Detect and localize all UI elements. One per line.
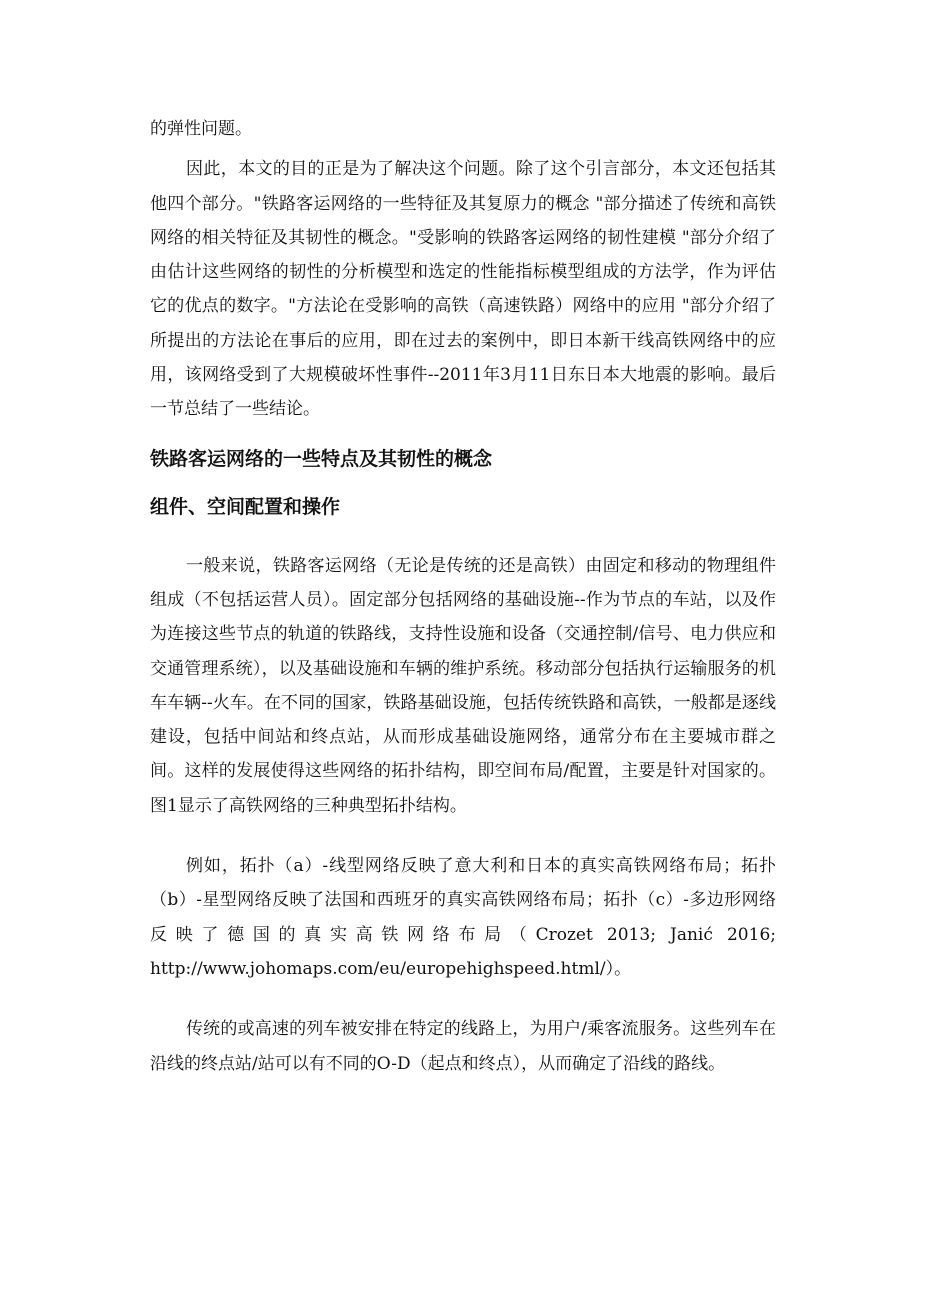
subsection-heading: 组件、空间配置和操作: [150, 495, 341, 518]
body-paragraph-train-routes: 传统的或高速的列车被安排在特定的线路上，为用户/乘客流服务。这些列车在沿线的终点站/站可以有不同的O-D（起点和终点），从而确定了沿线的路线。: [150, 1019, 776, 1074]
intro-paragraph: 因此，本文的目的正是为了解决这个问题。除了这个引言部分，本文还包括其他四个部分。"铁路客运网络的一些特征及其复原力的概念 "部分描述了传统和高铁网络的相关特征及其韧性的概念。"受影响的铁路客运网络的韧性建模 "部分介绍了由估计这些网络的韧性的分析模型和选定的性能指标模型组成的方法学，作为评估它的优点的数字。"方法论在受影响的高铁（高速铁路）网络中的应用 "部分介绍了所提出的方法论在事后的应用，即在过去的案例中，即日本新干线高铁网络中的应用，该网络受到了大规模破坏性事件--2011年3月11日东日本大地震的影响。最后一节总结了一些结论。: [150, 159, 776, 420]
document-body: [150, 112, 776, 1081]
continuation-paragraph: 的弹性问题。: [150, 119, 252, 139]
body-paragraph-topologies: 例如，拓扑（a）-线型网络反映了意大利和日本的真实高铁网络布局；拓扑（b）-星型网络反映了法国和西班牙的真实高铁网络布局；拓扑（c）-多边形网络反映了德国的真实高铁网络布局（Crozet 2013; Janić 2016; http://www.johomaps.com/eu/europehighspeed.html/）。: [150, 856, 776, 979]
body-paragraph-components: 一般来说，铁路客运网络（无论是传统的还是高铁）由固定和移动的物理组件组成（不包括运营人员）。固定部分包括网络的基础设施--作为节点的车站，以及作为连接这些节点的轨道的铁路线，支持性设施和设备（交通控制/信号、电力供应和交通管理系统），以及基础设施和车辆的维护系统。移动部分包括执行运输服务的机车车辆--火车。在不同的国家，铁路基础设施，包括传统铁路和高铁，一般都是逐线建设，包括中间站和终点站，从而形成基础设施网络，通常分布在主要城市群之间。这样的发展使得这些网络的拓扑结构，即空间布局/配置，主要是针对国家的。图1显示了高铁网络的三种典型拓扑结构。: [150, 555, 776, 816]
section-heading: 铁路客运网络的一些特点及其韧性的概念: [150, 447, 493, 470]
